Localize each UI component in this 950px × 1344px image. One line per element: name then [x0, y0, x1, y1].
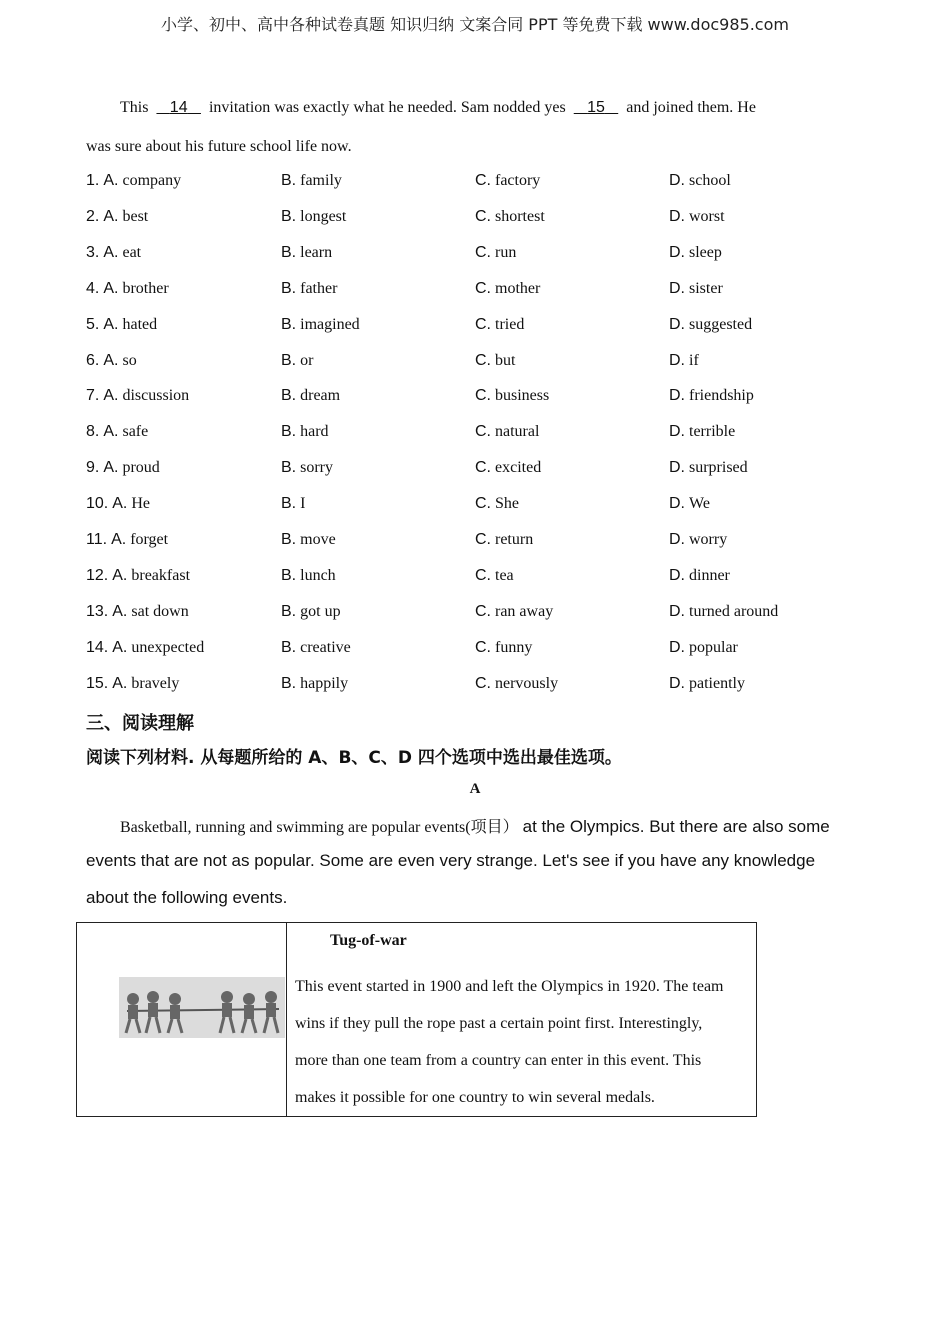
- option-letter: D.: [669, 495, 685, 513]
- option-text: so: [122, 351, 137, 369]
- option-letter: C.: [475, 207, 491, 225]
- option-letter: C.: [475, 387, 491, 405]
- option-text: We: [689, 495, 710, 513]
- option-text: imagined: [300, 315, 360, 333]
- option-text: friendship: [689, 387, 754, 405]
- option-c: [475, 280, 540, 298]
- option-a: [86, 495, 150, 513]
- question-number: 4.: [86, 279, 100, 297]
- option-a: [86, 352, 137, 370]
- passage-line-1: This 14 invitation was exactly what he needed. Sam nodded yes 15 and joined them. He: [120, 99, 756, 116]
- question-row: [0, 423, 950, 445]
- intro-line-1: Basketball, running and swimming are popular events(项目） at the Olympics. But there are also some: [120, 817, 830, 836]
- option-a: [86, 387, 189, 405]
- option-a: [86, 459, 160, 477]
- option-text: father: [300, 279, 338, 297]
- option-letter: A.: [103, 243, 119, 261]
- option-letter: C.: [475, 495, 491, 513]
- option-text: She: [495, 495, 519, 513]
- question-row: [0, 459, 950, 481]
- option-letter: C.: [475, 638, 491, 656]
- passage-line-2: was sure about his future school life now.: [86, 138, 352, 155]
- option-letter: D.: [669, 602, 685, 620]
- question-number: 14.: [86, 638, 109, 656]
- option-letter: B.: [281, 423, 297, 441]
- event-description: This event started in 1900 and left the Olympics in 1920. The team wins if they pull the rope past a certain point first. Interestingly, more than one team from a country can enter in this event. This makes it possible for one country to win several medals.: [295, 978, 724, 1106]
- question-row: [0, 567, 950, 589]
- option-text: I: [300, 495, 306, 513]
- option-letter: B.: [281, 207, 297, 225]
- option-c: [475, 603, 553, 621]
- option-letter: C.: [475, 315, 491, 333]
- question-number: 10.: [86, 495, 109, 513]
- question-number: 3.: [86, 243, 100, 261]
- option-text: longest: [300, 207, 347, 225]
- option-text: nervously: [495, 674, 559, 692]
- option-letter: C.: [475, 459, 491, 477]
- option-d: [669, 387, 754, 405]
- option-d: [669, 244, 722, 262]
- option-text: or: [300, 351, 314, 369]
- option-text: turned around: [689, 602, 779, 620]
- blank-15: 15: [587, 99, 605, 116]
- option-a: [86, 639, 204, 657]
- option-a: [86, 531, 168, 549]
- option-text: family: [300, 172, 342, 189]
- option-a: [86, 423, 148, 441]
- option-letter: D.: [669, 531, 685, 548]
- option-c: [475, 172, 540, 190]
- option-letter: A.: [103, 172, 119, 189]
- option-b: [281, 316, 360, 334]
- option-b: [281, 567, 336, 585]
- option-a: [86, 316, 157, 334]
- option-letter: A.: [103, 279, 119, 297]
- option-b: [281, 172, 342, 190]
- question-row: [0, 639, 950, 661]
- option-text: sleep: [689, 243, 722, 261]
- option-b: [281, 675, 348, 693]
- event-text-cell: [287, 923, 757, 1117]
- question-number: 15.: [86, 674, 109, 692]
- question-number: 8.: [86, 423, 100, 441]
- option-text: sister: [689, 279, 723, 297]
- option-text: if: [689, 351, 699, 369]
- question-number: 2.: [86, 207, 100, 225]
- option-letter: C.: [475, 172, 491, 189]
- option-letter: B.: [281, 531, 297, 548]
- option-text: brother: [122, 279, 169, 297]
- option-text: He: [131, 495, 151, 513]
- option-d: [669, 567, 730, 585]
- option-text: breakfast: [131, 566, 191, 584]
- option-letter: B.: [281, 495, 297, 513]
- question-row: [0, 387, 950, 409]
- option-text: hated: [122, 315, 158, 333]
- option-text: return: [495, 531, 534, 548]
- option-letter: D.: [669, 172, 685, 189]
- option-letter: D.: [669, 423, 685, 441]
- option-b: [281, 423, 329, 441]
- option-letter: B.: [281, 674, 297, 692]
- option-text: natural: [495, 423, 540, 441]
- option-b: [281, 280, 337, 298]
- option-text: funny: [495, 638, 533, 656]
- option-letter: C.: [475, 351, 491, 369]
- option-letter: A.: [111, 531, 127, 548]
- event-title: Tug-of-war: [330, 932, 407, 949]
- intro-line-2: events that are not as popular. Some are even very strange. Let's see if you have any knowledge: [86, 851, 816, 870]
- option-letter: C.: [475, 243, 491, 261]
- question-row: [0, 675, 950, 697]
- option-text: dream: [300, 387, 341, 405]
- option-text: popular: [689, 638, 738, 656]
- option-letter: D.: [669, 674, 685, 692]
- option-letter: A.: [112, 602, 128, 620]
- option-letter: B.: [281, 172, 297, 189]
- option-a: [86, 208, 148, 226]
- option-c: [475, 495, 519, 513]
- option-letter: D.: [669, 459, 685, 477]
- question-number: 11.: [86, 531, 108, 548]
- blank-14: 14: [169, 99, 188, 116]
- option-b: [281, 459, 333, 477]
- option-text: business: [495, 387, 550, 405]
- option-letter: A.: [103, 351, 119, 369]
- option-a: [86, 603, 189, 621]
- option-letter: D.: [669, 351, 685, 369]
- option-d: [669, 603, 778, 621]
- option-text: excited: [495, 459, 542, 477]
- question-row: [0, 603, 950, 625]
- option-letter: B.: [281, 602, 297, 620]
- option-a: [86, 675, 179, 693]
- option-letter: D.: [669, 638, 685, 656]
- option-d: [669, 675, 745, 693]
- option-letter: C.: [475, 566, 491, 584]
- option-letter: A.: [103, 423, 119, 441]
- option-letter: B.: [281, 243, 297, 261]
- option-letter: B.: [281, 387, 297, 405]
- option-text: school: [689, 172, 731, 189]
- section-title: 三、阅读理解: [86, 713, 194, 734]
- option-text: discussion: [122, 387, 190, 405]
- option-letter: B.: [281, 315, 297, 333]
- option-c: [475, 423, 539, 441]
- option-text: proud: [122, 459, 160, 477]
- question-row: [0, 352, 950, 374]
- question-number: 9.: [86, 459, 100, 477]
- option-c: [475, 208, 545, 226]
- option-text: bravely: [131, 674, 180, 692]
- option-letter: B.: [281, 279, 297, 297]
- option-text: patiently: [689, 674, 745, 692]
- option-text: sorry: [300, 459, 334, 477]
- option-b: [281, 495, 305, 513]
- option-text: got up: [300, 602, 341, 620]
- question-row: [0, 172, 950, 194]
- option-d: [669, 172, 731, 190]
- option-d: [669, 639, 738, 657]
- option-letter: C.: [475, 279, 491, 297]
- option-c: [475, 567, 514, 585]
- option-d: [669, 423, 735, 441]
- option-letter: B.: [281, 351, 297, 369]
- section-instruction: 阅读下列材料. 从每题所给的 A、B、C、D 四个选项中选出最佳选项。: [86, 748, 622, 768]
- question-number: 5.: [86, 315, 100, 333]
- option-b: [281, 352, 313, 370]
- option-text: eat: [122, 243, 142, 261]
- option-d: [669, 316, 752, 334]
- option-text: mother: [495, 279, 541, 297]
- option-d: [669, 280, 723, 298]
- option-b: [281, 244, 332, 262]
- option-text: creative: [300, 638, 351, 656]
- option-text: happily: [300, 674, 349, 692]
- option-letter: A.: [112, 674, 128, 692]
- option-letter: D.: [669, 387, 685, 405]
- part-label: A: [469, 781, 481, 797]
- option-d: [669, 531, 727, 549]
- option-text: suggested: [689, 315, 753, 333]
- option-letter: D.: [669, 243, 685, 261]
- question-number: 12.: [86, 566, 109, 584]
- option-letter: B.: [281, 566, 297, 584]
- option-text: unexpected: [131, 638, 205, 656]
- option-letter: D.: [669, 566, 685, 584]
- option-text: dinner: [689, 566, 730, 584]
- option-text: best: [122, 207, 149, 225]
- option-a: [86, 280, 169, 298]
- question-number: 13.: [86, 602, 109, 620]
- option-d: [669, 352, 699, 370]
- option-d: [669, 459, 748, 477]
- option-c: [475, 352, 515, 370]
- option-c: [475, 459, 541, 477]
- option-text: safe: [122, 423, 149, 441]
- option-d: [669, 208, 725, 226]
- option-text: worst: [689, 207, 725, 225]
- option-letter: A.: [112, 495, 128, 513]
- option-letter: A.: [103, 315, 119, 333]
- option-b: [281, 603, 341, 621]
- option-text: but: [495, 351, 516, 369]
- option-letter: B.: [281, 459, 297, 477]
- intro-line-3: about the following events.: [86, 888, 288, 907]
- option-letter: A.: [112, 638, 128, 656]
- option-c: [475, 531, 533, 549]
- option-c: [475, 639, 532, 657]
- option-c: [475, 244, 516, 262]
- tug-of-war-illustration: [119, 977, 285, 1038]
- option-text: forget: [130, 531, 169, 548]
- question-row: [0, 495, 950, 517]
- option-letter: C.: [475, 602, 491, 620]
- option-text: factory: [495, 172, 541, 189]
- option-text: terrible: [689, 423, 736, 441]
- question-row: [0, 280, 950, 302]
- option-text: lunch: [300, 566, 336, 584]
- option-text: tea: [495, 566, 514, 584]
- option-b: [281, 208, 346, 226]
- question-row: [0, 316, 950, 338]
- question-number: 6.: [86, 351, 100, 369]
- option-a: [86, 172, 181, 190]
- option-letter: A.: [112, 566, 128, 584]
- option-letter: C.: [475, 674, 491, 692]
- option-text: sat down: [131, 602, 189, 620]
- option-letter: D.: [669, 207, 685, 225]
- option-text: learn: [300, 243, 333, 261]
- option-letter: B.: [281, 638, 297, 656]
- option-letter: C.: [475, 423, 491, 441]
- option-b: [281, 387, 340, 405]
- option-letter: A.: [103, 459, 119, 477]
- site-header: 小学、初中、高中各种试卷真题 知识归纳 文案合同 PPT 等免费下载 www.doc985.com: [161, 15, 789, 34]
- option-text: shortest: [495, 207, 545, 225]
- option-b: [281, 531, 336, 549]
- question-row: [0, 208, 950, 230]
- option-d: [669, 495, 710, 513]
- option-letter: D.: [669, 315, 685, 333]
- option-letter: D.: [669, 279, 685, 297]
- option-letter: A.: [103, 387, 119, 405]
- option-a: [86, 244, 141, 262]
- option-text: run: [495, 243, 517, 261]
- question-number: 1.: [86, 172, 100, 189]
- question-row: [0, 531, 950, 553]
- question-number: 7.: [86, 387, 100, 405]
- option-letter: C.: [475, 531, 491, 548]
- option-letter: A.: [103, 207, 119, 225]
- option-c: [475, 316, 524, 334]
- option-c: [475, 675, 558, 693]
- option-b: [281, 639, 351, 657]
- option-c: [475, 387, 549, 405]
- option-text: worry: [689, 531, 728, 548]
- option-text: surprised: [689, 459, 748, 477]
- option-a: [86, 567, 190, 585]
- option-text: move: [300, 531, 336, 548]
- question-row: [0, 244, 950, 266]
- option-text: tried: [495, 315, 525, 333]
- option-text: company: [122, 172, 182, 189]
- option-text: hard: [300, 423, 329, 441]
- option-text: ran away: [495, 602, 554, 620]
